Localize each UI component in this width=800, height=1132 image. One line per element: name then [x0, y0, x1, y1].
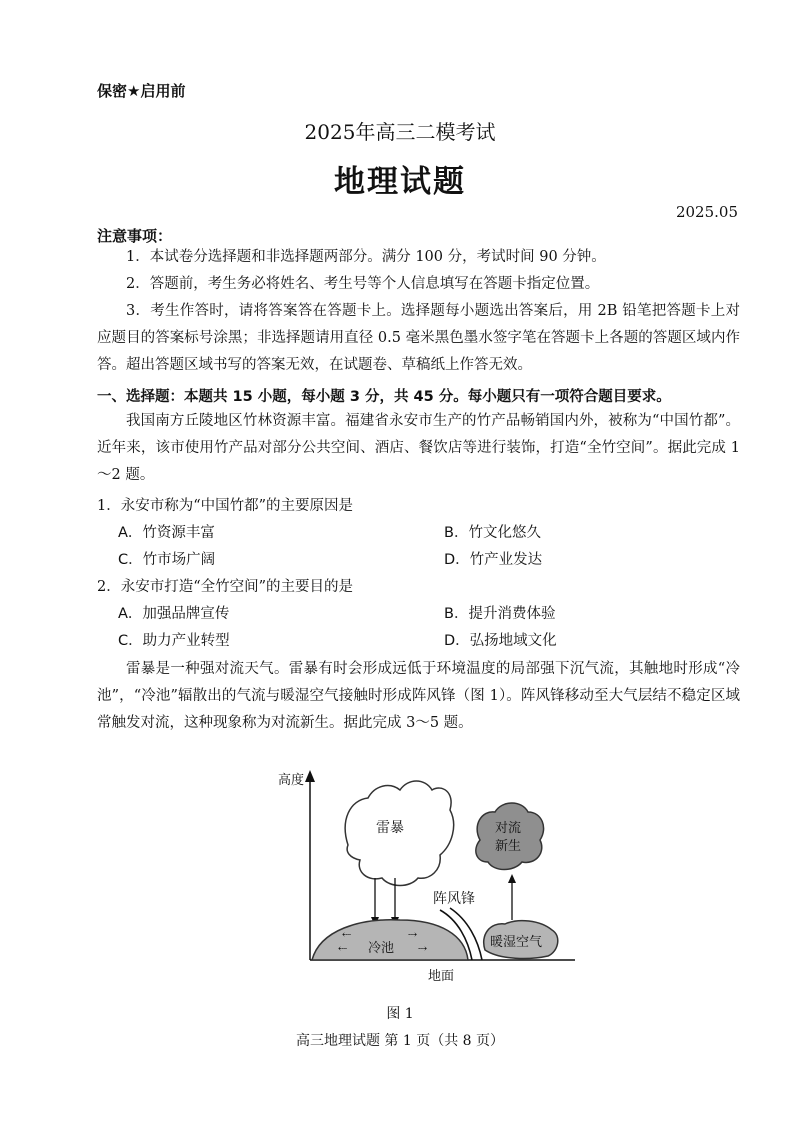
- svg-text:⇢: ⇢: [408, 928, 418, 941]
- svg-text:⇢: ⇢: [418, 942, 428, 955]
- question-2-option-a: A．加强品牌宣传: [118, 606, 230, 622]
- cold-pool-label: 冷池: [368, 940, 395, 955]
- figure-1-diagram: [278, 770, 590, 990]
- section-heading: 一、选择题：本题共 15 小题，每小题 3 分，共 45 分。每小题只有一项符合题目要求。: [97, 389, 671, 405]
- exam-title: 2025年高三二模考试: [304, 120, 496, 144]
- new-convection-label-1: 对流: [495, 820, 522, 835]
- question-1-option-d: D．竹产业发达: [444, 552, 543, 568]
- question-1-option-a: A．竹资源丰富: [118, 525, 215, 541]
- question-1-option-b: B．竹文化悠久: [444, 525, 541, 541]
- page-footer: 高三地理试题 第 1 页（共 8 页）: [295, 1033, 505, 1049]
- exam-date: 2025.05: [675, 203, 738, 221]
- question-2-option-d: D．弘扬地域文化: [444, 633, 557, 649]
- gust-front-label: 阵风锋: [433, 890, 475, 906]
- y-axis-arrow: [305, 770, 315, 782]
- question-2-stem: 2．永安市打造“全竹空间”的主要目的是: [97, 579, 354, 595]
- passage-1: 我国南方丘陵地区竹林资源丰富。福建省永安市生产的竹产品畅销国内外，被称为“中国竹都”。近年来，该市使用竹产品对部分公共空间、酒店、餐饮店等进行装饰，打造“全竹空间”。据此完成 1～2 题。: [97, 413, 741, 483]
- notice-item-3: 3．考生作答时，请将答案答在答题卡上。选择题每小题选出答案后，用 2B 铅笔把答题卡上对应题目的答案标号涂黑；非选择题请用直径 0.5 毫米黑色墨水签字笔在答题卡上各题的答题区域内作答。超出答题区域书写的答案无效，在试题卷、草稿纸上作答无效。: [97, 303, 740, 373]
- subject-title: 地理试题: [334, 164, 466, 200]
- passage-2: 雷暴是一种强对流天气。雷暴有时会形成远低于环境温度的局部强下沉气流，其触地时形成“冷池”，“冷池”辐散出的气流与暖湿空气接触时形成阵风锋（图 1）。阵风锋移动至大气层结不稳定区域常触发对流，这种现象称为对流新生。据此完成 3～5 题。: [97, 661, 740, 731]
- question-1-stem: 1．永安市称为“中国竹都”的主要原因是: [97, 498, 354, 514]
- svg-text:⇠: ⇠: [338, 942, 348, 955]
- confidential-label: 保密★启用前: [97, 82, 186, 100]
- question-2-option-b: B．提升消费体验: [444, 606, 556, 622]
- new-convection-cloud: [476, 803, 544, 870]
- figure-caption: 图 1: [386, 1006, 414, 1022]
- svg-text:⇠: ⇠: [342, 928, 352, 941]
- notice-heading: 注意事项：: [97, 227, 173, 245]
- notice-item-1: 1．本试卷分选择题和非选择题两部分。满分 100 分，考试时间 90 分钟。: [126, 249, 606, 265]
- new-convection-label-2: 新生: [495, 838, 522, 853]
- thunderstorm-label: 雷暴: [376, 819, 404, 835]
- ground-label: 地面: [428, 968, 455, 983]
- question-2-option-c: C．助力产业转型: [118, 633, 230, 649]
- question-1-option-c: C．竹市场广阔: [118, 552, 216, 568]
- notice-item-2: 2．答题前，考生务必将姓名、考生号等个人信息填写在答题卡指定位置。: [126, 276, 600, 292]
- warm-moist-air-label: 暖湿空气: [490, 934, 543, 949]
- y-axis-label: 高度: [278, 772, 305, 787]
